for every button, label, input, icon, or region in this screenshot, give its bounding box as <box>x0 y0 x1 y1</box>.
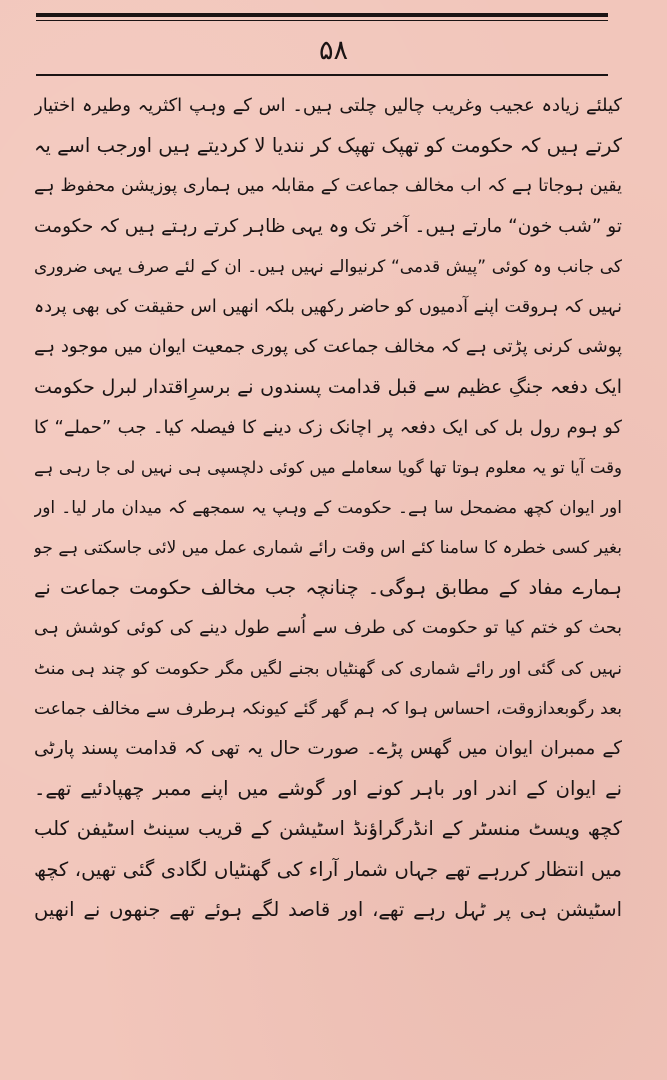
text-line: اور ایوان کچھ مضمحل سا ہے۔ حکومت کے وہپ یہ سمجھے کہ میدان مار لیا۔ اور <box>34 497 622 518</box>
text-line: یقین ہوجاتا ہے کہ اب مخالف جماعت کے مقابلہ میں ہماری پوزیشن محفوظ ہے <box>34 176 622 197</box>
text-line: ایک دفعہ جنگِ عظیم سے قبل قدامت پسندوں نے برسرِاقتدار لبرل حکومت <box>34 376 622 399</box>
header-rule-thick <box>36 13 608 17</box>
text-line: میں انتظار کررہے تھے جہاں شمار آراء کی گھنٹیاں لگادی گئی تھیں، کچھ <box>34 857 622 881</box>
text-line: پوشی کرنی پڑتی ہے کہ مخالف جماعت کی پوری جمعیت ایوان میں موجود ہے <box>34 336 622 358</box>
text-line: ہمارے مفاد کے مطابق ہوگی۔ چنانچہ جب مخالف حکومت جماعت نے <box>34 576 622 600</box>
text-line: وقت آیا تو یہ معلوم ہوتا تھا گویا سعاملے میں کوئی دلچسپی ہی نہیں لی جا رہی ہے <box>34 457 622 477</box>
page-number: ۵۸ <box>318 35 348 66</box>
text-line: کرتے ہیں کہ حکومت کو تھپک تھپک کر نندیا لا کردیتے ہیں اورجب اسے یہ <box>34 134 622 158</box>
text-line: نہیں کہ ہروقت اپنے آدمیوں کو حاضر رکھیں بلکہ انھیں اس حقیقت کی بھی پردہ <box>34 296 622 317</box>
text-line: بغیر کسی خطرہ کا سامنا کئے اس وقت رائے شماری عمل میں لائی جاسکتی ہے جو <box>34 538 622 559</box>
text-line: کچھ ویسٹ منسٹر کے انڈرگراؤنڈ اسٹیشن کے قریب سینٹ اسٹیفن کلب <box>34 817 622 841</box>
text-line: نہیں کی گئی اور رائے شماری کی گھنٹیاں بجنے لگیں مگر حکومت کو چند ہی منٹ <box>34 658 622 679</box>
text-line: بعد رگوبعدازوقت، احساس ہوا کہ ہم گھر گئے کیونکہ ہرطرف سے مخالف جماعت <box>34 698 622 719</box>
body-text <box>34 86 622 930</box>
text-line: کیلئے زیادہ عجیب وغریب چالیں چلتی ہیں۔ اس کے وہپ اکثریہ وطیرہ اختیار <box>34 95 622 116</box>
text-line: نے ایوان کے اندر اور باہر کونے اور گوشے میں اپنے ممبر چھپادئیے تھے۔ <box>34 777 622 801</box>
text-line: کو ہوم رول بل کی ایک دفعہ پر اچانک زک دینے کا فیصلہ کیا۔ جب ”حملے“ کا <box>34 416 622 438</box>
header-rule-bottom <box>36 74 608 76</box>
text-line: کے ممبران ایوان میں گھس پڑے۔ صورت حال یہ تھی کہ قدامت پسند پارٹی <box>34 738 622 759</box>
header-rule-thin <box>36 20 608 21</box>
text-line: کی جانب وہ کوئی ”پیش قدمی“ کرنیوالے نہیں ہیں۔ ان کے لئے صرف یہی ضروری <box>34 256 622 277</box>
text-line: بحث کو ختم کیا تو حکومت کی طرف سے اُسے طول دینے کی کوئی کوشش ہی <box>34 618 622 639</box>
text-line: اسٹیشن ہی پر ٹہل رہے تھے، اور قاصد لگے ہوئے تھے جنھوں نے انھیں <box>34 897 622 921</box>
text-line: تو ”شب خون“ مارتے ہیں۔ آخر تک وہ یہی ظاہر کرتے رہتے ہیں کہ حکومت <box>34 215 622 237</box>
